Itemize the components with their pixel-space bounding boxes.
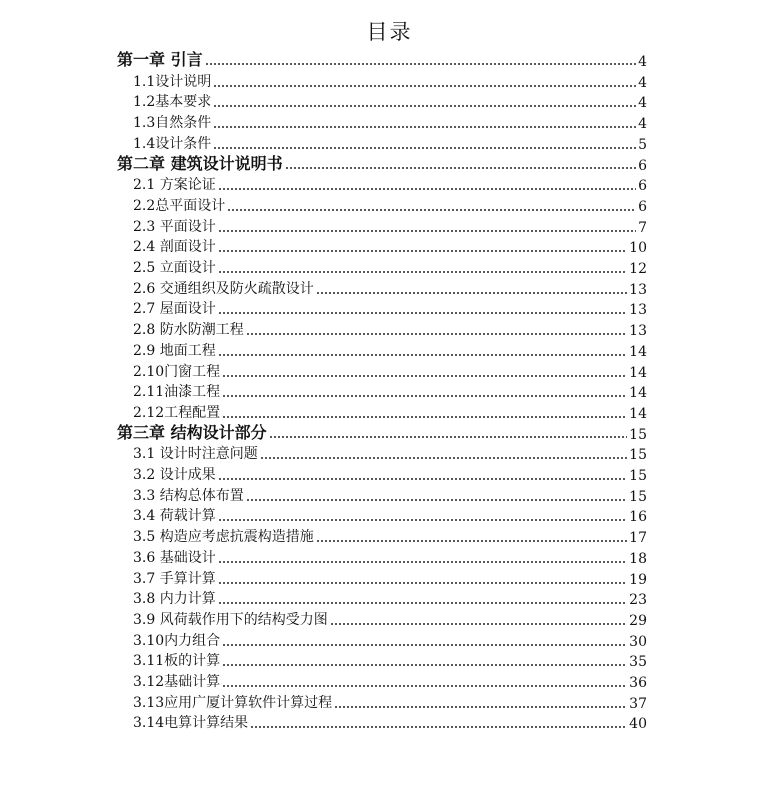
toc-entry-page-number: 14 — [629, 343, 647, 360]
toc-entry-page-number: 6 — [638, 178, 647, 195]
toc-entry-page-number: 15 — [629, 468, 647, 484]
toc-entry-page-number: 12 — [629, 261, 647, 277]
toc-entry-page-number: 14 — [629, 385, 647, 402]
toc-entry-label: 3.14电算计算结果 — [133, 715, 249, 732]
toc-entry-label: 2.7 屋面设计 — [133, 301, 216, 318]
toc-entry-label: 1.4设计条件 — [133, 135, 212, 152]
toc-entry-label: 3.9 风荷载作用下的结构受力图 — [133, 611, 328, 628]
toc-section-entry — [133, 485, 647, 505]
toc-section-entry — [133, 236, 647, 256]
toc-section-entry — [133, 588, 647, 608]
toc-chapter-entry — [117, 152, 647, 174]
toc-section-entry — [133, 195, 647, 215]
toc-section-entry — [133, 692, 647, 712]
toc-entry-page-number: 15 — [629, 488, 647, 505]
toc-section-entry — [133, 712, 647, 732]
dot-leader — [218, 602, 627, 604]
toc-section-entry — [133, 174, 647, 194]
toc-entry-label: 2.10门窗工程 — [133, 363, 221, 380]
toc-entry-page-number: 35 — [629, 654, 647, 671]
dot-leader — [218, 271, 627, 273]
dot-leader — [218, 250, 627, 252]
toc-entry-label: 2.2总平面设计 — [133, 197, 226, 214]
toc-entry-label: 2.6 交通组织及防火疏散设计 — [133, 280, 314, 297]
toc-section-entry — [133, 464, 647, 484]
toc-entry-page-number: 23 — [629, 592, 647, 609]
page-title: 目录 — [366, 20, 413, 44]
toc-entry-label: 3.10内力组合 — [133, 632, 221, 649]
toc-section-entry — [133, 216, 647, 236]
toc-entry-label: 2.3 平面设计 — [133, 218, 216, 235]
toc-entry-page-number: 17 — [629, 530, 647, 547]
dot-leader — [218, 312, 627, 314]
dot-leader — [227, 209, 636, 211]
toc-entry-page-number: 14 — [629, 364, 647, 381]
toc-section-entry — [133, 112, 647, 132]
toc-entry-label: 3.8 内力计算 — [133, 591, 216, 608]
toc-entry-label: 2.11油漆工程 — [133, 384, 221, 401]
toc-section-entry — [133, 526, 647, 546]
toc-entry-label: 3.4 荷载计算 — [133, 508, 216, 525]
dot-leader — [213, 147, 636, 149]
toc-section-entry — [133, 257, 647, 277]
dot-leader — [222, 416, 627, 418]
toc-chapter-entry — [117, 421, 647, 443]
toc-entry-page-number: 15 — [629, 426, 647, 443]
toc-entry-page-number: 4 — [638, 95, 647, 112]
dot-leader — [250, 726, 627, 728]
toc-entry-label: 第一章 引言 — [117, 50, 203, 69]
dot-leader — [222, 644, 627, 646]
toc-entry-label: 3.6 基础设计 — [133, 549, 216, 566]
dot-leader — [213, 105, 636, 107]
toc-entry-label: 2.8 防水防潮工程 — [133, 322, 244, 339]
dot-leader — [330, 623, 627, 625]
toc-section-entry — [133, 650, 647, 670]
toc-section-entry — [133, 381, 647, 401]
toc-entry-page-number: 5 — [638, 136, 647, 153]
toc-entry-label: 1.2基本要求 — [133, 94, 212, 111]
dot-leader — [218, 519, 627, 521]
toc-section-entry — [133, 278, 647, 298]
toc-entry-label: 3.11板的计算 — [133, 653, 221, 670]
dot-leader — [246, 499, 627, 501]
toc-entry-page-number: 16 — [629, 509, 647, 526]
toc-entry-page-number: 36 — [629, 675, 647, 691]
toc-entry-label: 2.5 立面设计 — [133, 260, 216, 276]
dot-leader — [218, 478, 627, 480]
dot-leader — [222, 375, 627, 377]
dot-leader — [222, 685, 627, 687]
dot-leader — [218, 354, 627, 356]
toc-entry-label: 第三章 结构设计部分 — [117, 422, 267, 442]
toc-entry-page-number: 14 — [629, 405, 647, 422]
toc-entry-page-number: 30 — [629, 633, 647, 650]
toc-entry-page-number: 19 — [629, 571, 647, 588]
toc-section-entry — [133, 298, 647, 318]
toc-section-entry — [133, 71, 647, 91]
toc-entry-page-number: 13 — [629, 302, 647, 319]
dot-leader — [213, 85, 636, 87]
toc-entry-page-number: 15 — [629, 447, 647, 464]
toc-entry-label: 第二章 建筑设计说明书 — [117, 153, 283, 173]
toc-entry-label: 3.5 构造应考虑抗震构造措施 — [133, 529, 314, 546]
dot-leader — [218, 561, 627, 563]
dot-leader — [222, 664, 627, 666]
toc-entry-label: 2.9 地面工程 — [133, 342, 216, 359]
toc-entry-page-number: 29 — [629, 612, 647, 629]
toc-entry-page-number: 7 — [638, 219, 647, 236]
dot-leader — [246, 333, 627, 335]
toc-entry-label: 2.4 剖面设计 — [133, 239, 216, 256]
toc-section-entry — [133, 443, 647, 463]
toc-entry-page-number: 40 — [629, 716, 647, 733]
toc-section-entry — [133, 91, 647, 111]
toc-entry-page-number: 13 — [629, 281, 647, 298]
toc-entry-label: 1.1设计说明 — [133, 73, 212, 90]
toc-section-entry — [133, 402, 647, 422]
toc-section-entry — [133, 568, 647, 588]
toc-section-entry — [133, 361, 647, 381]
toc-entry-page-number: 4 — [638, 116, 647, 133]
toc-section-entry — [133, 630, 647, 650]
toc-entry-label: 1.3自然条件 — [133, 115, 212, 132]
toc-entry-label: 3.13应用广厦计算软件计算过程 — [133, 694, 333, 711]
toc-entry-page-number: 10 — [629, 240, 647, 257]
toc-entry-page-number: 6 — [638, 157, 647, 174]
dot-leader — [218, 188, 636, 190]
toc-entry-label: 3.12基础计算 — [133, 674, 221, 690]
toc-entry-label: 2.12工程配置 — [133, 404, 221, 421]
toc-entry-page-number: 4 — [638, 74, 647, 91]
toc-section-entry — [133, 133, 647, 153]
toc-chapter-entry — [117, 48, 647, 70]
dot-leader — [213, 126, 636, 128]
dot-leader — [316, 292, 627, 294]
dot-leader — [285, 167, 637, 169]
toc-entry-page-number: 37 — [629, 695, 647, 712]
dot-leader — [222, 395, 627, 397]
toc-section-entry — [133, 609, 647, 629]
toc-entry-page-number: 6 — [638, 198, 647, 215]
toc-entry-page-number: 4 — [638, 54, 647, 70]
dot-leader — [334, 706, 627, 708]
dot-leader — [218, 230, 636, 232]
dot-leader — [260, 457, 627, 459]
toc-entry-label: 3.3 结构总体布置 — [133, 487, 244, 504]
toc-section-entry — [133, 319, 647, 339]
dot-leader — [205, 63, 637, 65]
toc-entry-label: 2.1 方案论证 — [133, 177, 216, 194]
toc-section-entry — [133, 671, 647, 691]
toc-section-entry — [133, 505, 647, 525]
toc-entry-label: 3.2 设计成果 — [133, 467, 216, 483]
toc-section-entry — [133, 340, 647, 360]
dot-leader — [218, 582, 627, 584]
toc-entry-page-number: 18 — [629, 550, 647, 567]
toc-entry-label: 3.1 设计时注意问题 — [133, 446, 258, 463]
dot-leader — [316, 540, 627, 542]
toc-section-entry — [133, 547, 647, 567]
toc-entry-label: 3.7 手算计算 — [133, 570, 216, 587]
toc-entry-page-number: 13 — [629, 323, 647, 340]
dot-leader — [269, 436, 628, 438]
